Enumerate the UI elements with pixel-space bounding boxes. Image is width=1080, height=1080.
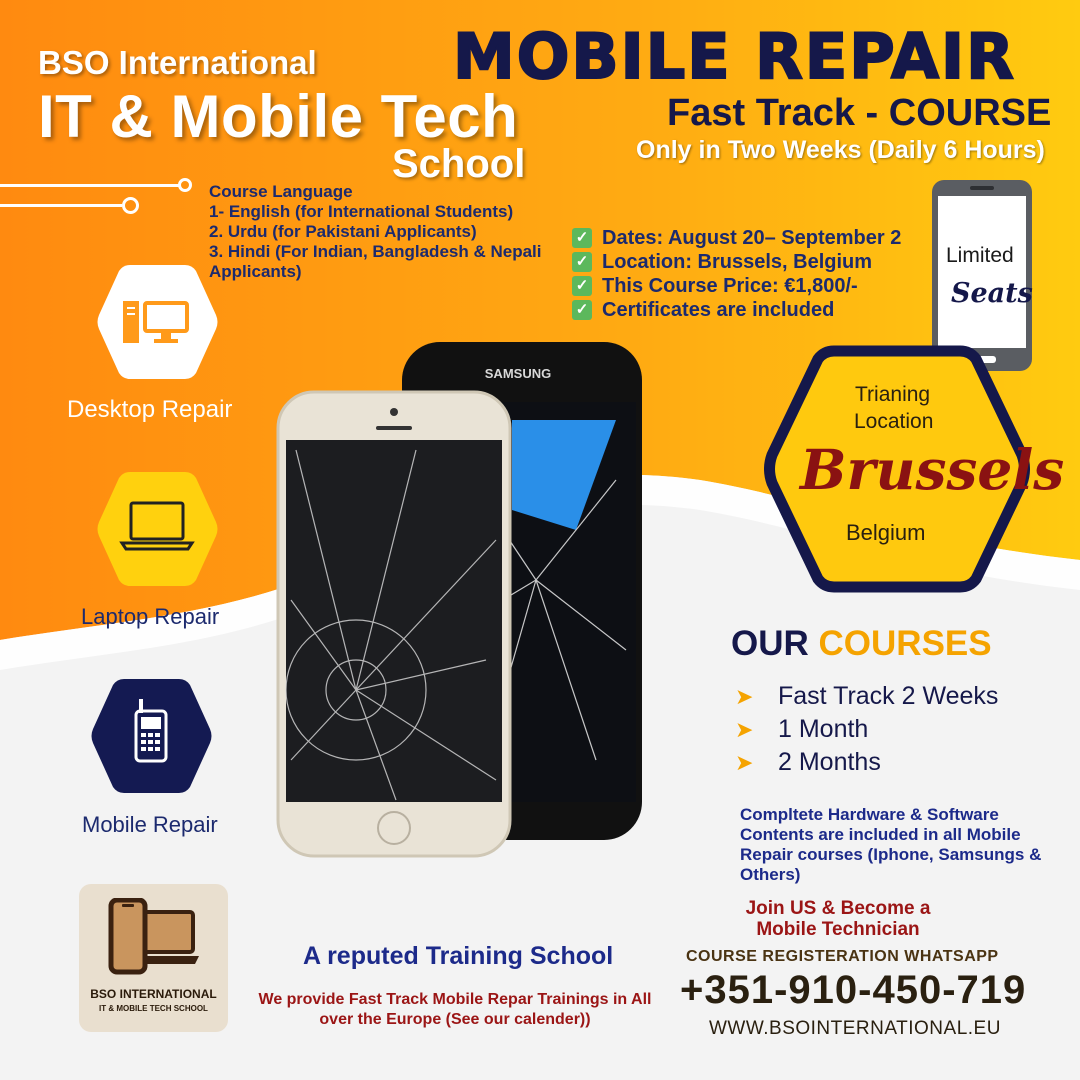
limited-label: Limited <box>946 244 1014 267</box>
courses-heading-our: OUR <box>731 624 809 663</box>
detail-text: This Course Price: €1,800/- <box>602 275 858 297</box>
website-link[interactable]: WWW.BSOINTERNATIONAL.EU <box>709 1018 1001 1039</box>
decorative-line <box>0 184 180 187</box>
logo-devices-icon <box>105 898 201 980</box>
course-title: Fast Track - COURSE <box>667 92 1052 134</box>
arrow-icon: ➤ <box>735 717 754 742</box>
school-subtitle: School <box>392 142 526 186</box>
samsung-brand: SAMSUNG <box>484 366 552 381</box>
courses-heading <box>731 624 992 664</box>
language-item: 1- English (for International Students) <box>209 202 514 221</box>
org-name: BSO International <box>38 44 317 81</box>
courses-info: Compltete Hardware & Software Contents are included in all Mobile Repair courses (Iphone, Samsungs & Others) <box>740 805 1042 884</box>
courses-list <box>735 680 998 779</box>
join-text: Join US & Become a Mobile Technician <box>745 898 931 940</box>
detail-row <box>572 274 901 298</box>
language-heading: Course Language <box>209 182 353 201</box>
detail-row <box>572 250 901 274</box>
arrow-icon: ➤ <box>735 750 754 775</box>
check-icon: ✓ <box>572 228 592 248</box>
course-details <box>572 226 901 322</box>
logo-text-2: IT & MOBILE TECH SCHOOL <box>99 1004 208 1013</box>
arrow-icon: ➤ <box>735 684 754 709</box>
laptop-hexagon <box>96 470 219 588</box>
check-icon: ✓ <box>572 252 592 272</box>
detail-row <box>572 298 901 322</box>
courses-heading-courses: COURSES <box>818 624 992 663</box>
reputed-text: A reputed Training School <box>303 942 614 970</box>
logo-text-1: BSO INTERNATIONAL <box>90 987 217 1001</box>
registration-label: COURSE REGISTERATION WHATSAPP <box>686 948 999 965</box>
course-item: ➤ 1 Month <box>735 713 998 746</box>
location-city: Brussels <box>800 437 1065 502</box>
decorative-dot <box>122 197 139 214</box>
detail-text: Certificates are included <box>602 299 835 321</box>
broken-phones-image <box>276 340 646 860</box>
school-title: IT & Mobile Tech <box>38 83 519 150</box>
seats-label: Seats <box>951 278 1033 309</box>
limited-seats-phone-icon <box>930 178 1034 373</box>
course-item: ➤ Fast Track 2 Weeks <box>735 680 998 713</box>
category-label-mobile: Mobile Repair <box>82 812 218 837</box>
main-title: MOBILE REPAIR <box>453 20 1016 93</box>
decorative-line <box>0 204 122 207</box>
location-label-2: Location <box>854 410 934 433</box>
category-label-desktop: Desktop Repair <box>67 396 233 423</box>
check-icon: ✓ <box>572 300 592 320</box>
language-item: 2. Urdu (for Pakistani Applicants) <box>209 222 477 241</box>
language-item: 3. Hindi (For Indian, Bangladesh & Nepali Applicants) <box>209 242 542 281</box>
provide-text: We provide Fast Track Mobile Repar Trainings in All over the Europe (See our calender)) <box>258 991 652 1028</box>
location-label-1: Trianing <box>855 383 931 406</box>
mobile-hexagon <box>90 677 213 795</box>
check-icon: ✓ <box>572 276 592 296</box>
detail-text: Location: Brussels, Belgium <box>602 251 873 273</box>
course-item: ➤ 2 Months <box>735 746 998 779</box>
decorative-dot <box>178 178 192 192</box>
detail-text: Dates: August 20– September 2 <box>602 227 902 249</box>
course-duration: Only in Two Weeks (Daily 6 Hours) <box>636 136 1045 164</box>
category-label-laptop: Laptop Repair <box>81 604 220 629</box>
location-country: Belgium <box>846 520 926 545</box>
desktop-hexagon <box>96 263 219 381</box>
detail-row <box>572 226 901 250</box>
whatsapp-number[interactable]: +351-910-450-719 <box>680 968 1027 1012</box>
course-language <box>209 182 559 282</box>
